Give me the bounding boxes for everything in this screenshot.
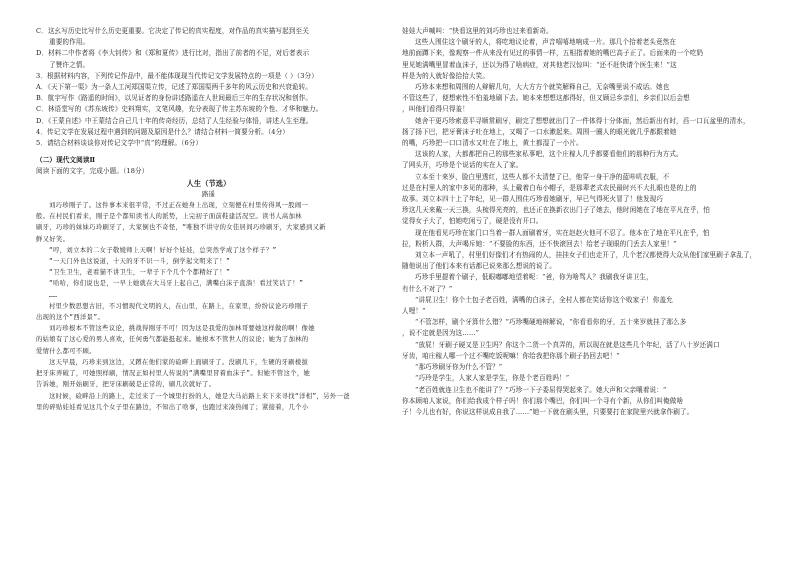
left-line: 这时候，硷畔沿上的路上，走过来了一个城里打扮的人，她是大马站路上来下来寻找“洋相”，另外一爸	[49, 392, 350, 400]
right-line: 你本顾咱人家说，你们给我成个样子吗！你们那个嘴巴，你们叫一个寻有个新，从你们叫俺做啥	[402, 396, 684, 405]
left-line: 鲜又好笑。	[36, 235, 70, 243]
left-line: 3．根据材料内容，下列传记作品中，最不能体现现当代传记文学发展特点的一项是（ ）（3分）	[36, 71, 318, 80]
left-line: 刘巧珍刚子了。这件事本来很平常，不过正在她身上出现，立刻便在村里传得风一股闹一	[49, 202, 309, 210]
right-line: 样是为的人就好像拾拾大笑。	[402, 71, 490, 80]
right-line: 的嘴，巧珍把一口口清水又吐在了地上，黄土都湿了一小片。	[402, 139, 583, 148]
right-line: “老百姓就连卫生也不能讲了？”巧珍一下子委屈得哭起来了。她大声和父亲嚷着说：“	[415, 385, 667, 394]
right-line: 刘立本一声吼了，村里们好像们才有热闹的人，挂挂女子们也走开了，几个老汉都使得大众从他们家里刷子拿乱了，	[415, 251, 757, 260]
right-line: 有什么不对了？”	[402, 284, 453, 293]
right-line: 这该的人家，大都都把自己的那些家私事吧，这个庄稼人几乎都要看他们的那种行为方式。	[415, 150, 683, 159]
left-line: 路遥	[202, 189, 215, 198]
right-line: ，叫他们看得只得羞！	[402, 105, 469, 114]
left-line: “哼，刘立本的二女子敬媛师上天啊！好好个娃娃，总突然学成了这个样子？”	[49, 246, 277, 254]
left-line: 5．请结合材料谈谈你对传记文学中“真”的理解。（6分）	[36, 139, 203, 148]
right-line: 娃娃大声喊叫：“快看这里的刘巧珍也过来看新奇。	[402, 27, 553, 35]
left-line: 爱情什么都可不顾。	[36, 347, 96, 355]
left-line: “哈哈，你们说也是，一早上她就在大马牙上起自己，满嘴白沫子直淌！看过笑话了！”	[49, 280, 304, 288]
right-line: 子！今儿也有好，你说这样说成自我了……”她一下就在刷头里，只要要打在家院里兴就拿作刷了。	[402, 407, 694, 416]
left-column	[36, 26, 381, 413]
left-line: D．材料二中作者将《李大钊传》和《郑和夏传》进行比对，指出了前者的不足，对后者表示	[36, 49, 310, 58]
right-line: “放屁！牙刷子硬又是卫生吗？你这个二货一个真弄的，所以现在就是这些几个年纪，活了八十岁还满口	[415, 340, 720, 349]
right-line: 巧珍本来想和周围的人辩解几句，大大方方个就笑解释自己，无奈嘴里说不成话。她也	[415, 83, 670, 92]
left-line: 刘巧珍根本不管这些议论，挑战得刚牙不可！因为这是我爱的加林哥要她这样做的啊！像她	[49, 325, 315, 333]
left-line: 人生（节选）	[186, 178, 231, 188]
right-line: 珍这几天来戴一天三换，头梳得光亮的，也还正在换新衣出门子了她去，他时闲她在了地在平凡在乎，怕	[402, 206, 710, 215]
right-line: 了网头开，巧珍是个说话的实在人了家。	[402, 161, 523, 170]
right-line: 现在他看见巧珍在家门口当着一群人面刷着牙，实在赵赵火他可不忍了。他本在了地在平凡在乎，怕	[415, 228, 710, 237]
right-line: 故事。刘立本四十上了年纪，见一群人围住巧珍看她刷牙，早已气得死火冒了！他发现巧	[402, 195, 664, 204]
right-line: “讲屁卫生！你个土包子老百姓，满嘴的白沫子，全村人都在笑话你这个败家子！你盖允	[415, 295, 673, 304]
right-line: “那巧珍刷牙你为什么不管？”	[415, 363, 503, 372]
right-line: 扬了扬下巴，把牙膏沫子吐在地上，又喝了一口水漱起来。周围一圈人的眼光就几乎都跟着她	[402, 127, 677, 136]
right-column	[402, 26, 760, 418]
right-line: 立本至十来岁，脸白里透红，这些人都不太清楚了已，他穿一身干净的蓝咔叽衣服，不	[415, 172, 670, 181]
left-line: C．林语堂写的《苏东坡传》史料翔实，文笔风趣，充分表现了传主苏东坡的个性、才华和魅力。	[36, 105, 323, 114]
left-line: C．这幺写历史比写什么历史更重要。它决定了传记的真实程度，对作品的真实描写起到至关	[36, 27, 309, 35]
left-line: B．航宇写作《路遥的时间》，以见证者的身份讲述路遥在人世间最后三年的生存状况和创作。	[36, 94, 313, 103]
right-line: “巧玲是学生，人家人家是学生，你是个老百姓吗！”	[415, 374, 570, 383]
left-line: 里的碎贴娃娃看见这几个女子里在路边，不知出了啥事，也跑过来凑热闹了；紧接着，几个小	[36, 403, 309, 411]
left-line: 村里少数思想古旧，不习惯现代文明的人，在山里，在路上，在家里，纷纷议论巧珍刚子	[49, 302, 309, 310]
left-line: A．《天下第一渠》为一条人工河郑国渠立传，记述了郑国渠两千多年的风云历史和兴衰诡转。	[36, 83, 313, 92]
right-line: 她舍干更巧珍索意平寻顺常刷牙，刷完了想想就出门了一件体得十分体面，然后新出有时，舀一口瓦盆里的清水，	[415, 116, 750, 125]
left-line: 阅读下面的文字，完成小题。（18分）	[36, 167, 149, 176]
right-line: 觉得女子大了，怕她吃闲亏了，硬是没有开口。	[402, 217, 543, 226]
left-line: 这天早晨，巧珍来到这边，又蹲在他们家的硷畔上面刷牙了。没刷几下，生硬的牙刷棱拔	[49, 358, 309, 366]
left-line: 把牙床弄破了，可她照样刷，情况正如村里人传说的“满嘴里冒着血沫子”。但她不管这个，她	[36, 370, 311, 378]
left-line: 般。在村民们看来，刚子是个都知读书人的派势，上完初子面前鞋建活况空。读书人高加林	[36, 213, 302, 221]
right-line: 牙齿，咱庄稼人哪一个过不嘴吃饭呢嘛！你给我把你那个刷子扔回去吧！”	[402, 351, 620, 360]
left-line: 告诉她，刚开始刷牙，把牙床刷破是正常的，刷几次就好了。	[36, 381, 216, 389]
right-line: 过是在村里人的家中多见的那种，头上戴着白布小帽子，是那辈老式农民最时兴不大扎眼也是的上的	[402, 183, 697, 192]
left-line: 的姑娘有了这心爱的男人喜欢，任何勇气都能挺起来。她根本不管世人的议论；她为了加林的	[36, 336, 309, 344]
right-line: ，说不定就是因为这……”	[402, 329, 480, 338]
left-line: “一天门外也这说道，十天的牙不识一斗，倒学起文明来了！”	[49, 258, 231, 266]
right-line: “不管怎样，刷个牙算什么错？”巧珍嘴硬地辩解说，“你看看你的牙，五十来岁就挂了那么多	[415, 318, 687, 327]
right-line: 巧珍手里提着个刷子，低眼嘟嘟地望着呢：“爸，你为啥骂人？我刷我牙讲卫生，	[415, 273, 653, 282]
left-line: 了赞许之情。	[49, 60, 90, 69]
right-line: 随他说出了他们本来有话都已说来那么想说的说了。	[402, 262, 556, 271]
right-line: 拉，粉析人群，大声喝斥她：“不要脸的东西，还不快滚回去！给老子现眼的门丢去人家里！”	[402, 239, 677, 248]
right-line: 地前面蹲下来，像观察一件从来没有见过的事情一样，五相指着她的嘴巴高子正了。后面来的一个吃奶	[402, 49, 704, 58]
right-line: 这些人围住这个刷牙的人，将吃地议论着，声音嘻嘻地响成一片。那几个拾着老头竟然在	[415, 38, 677, 47]
left-line: 重要的作用。	[49, 38, 90, 47]
left-line: ……	[49, 291, 58, 299]
left-line: 出现的这个“西洋景”。	[36, 314, 105, 322]
left-line: 4．传记文学在发展过程中遇到的问题及原因是什么？请结合材料一简要分析。（4分）	[36, 127, 289, 136]
right-line: 不管这些了，便想索性不怕羞地刷下去。她本来想想这都得好，但又顾忌乡亲们，乡亲们以后会想	[402, 94, 690, 103]
left-line: （二）现代文阅读Ⅱ	[36, 156, 96, 165]
right-line: 里见她满嘴里冒着血沫子，还以为得了啥病症，对其他老汉惊叫：“还不赶快请个医生来！”这	[402, 60, 677, 69]
right-line: 人哩！”	[402, 307, 426, 316]
left-line: D．《王蒙自述》中王蒙结合自己几十年的传奇经历，总结了人生经验与体悟，讲述人生至理。	[36, 116, 313, 125]
left-line: “卫生卫生，老看猫不讲卫生，一辈子下个几个个都精好了！”	[49, 269, 231, 277]
left-line: 刷牙，巧珍的妹妹巧玲刷牙了，大家倒也不奇怪，“唯独不讲守的女佳居间巧珍刷牙，大家感到又新	[36, 224, 326, 232]
